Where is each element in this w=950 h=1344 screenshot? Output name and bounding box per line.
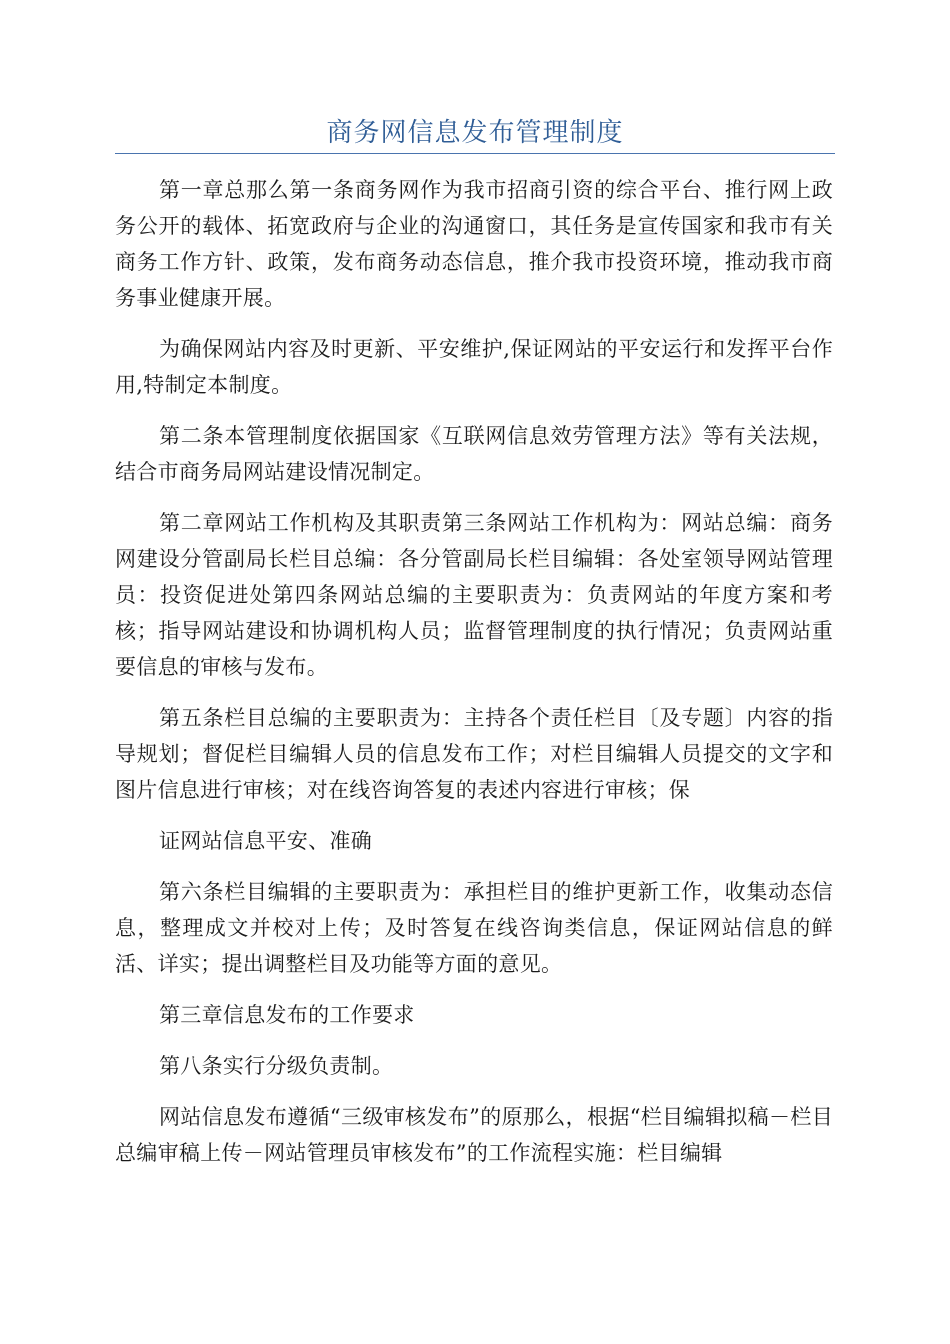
paragraph-article6: 第六条栏目编辑的主要职责为：承担栏目的维护更新工作，收集动态信息，整理成文并校对上传；及时答复在线咨询类信息，保证网站信息的鲜活、详实；提出调整栏目及功能等方面的意见。 bbox=[115, 880, 833, 976]
paragraph-chapter2-articles3-4: 第二章网站工作机构及其职责第三条网站工作机构为：网站总编：商务网建设分管副局长栏目总编：各分管副局长栏目编辑：各处室领导网站管理员：投资促进处第四条网站总编的主要职责为：负责网站的年度方案和考核；指导网站建设和协调机构人员；监督管理制度的执行情况；负责网站重要信息的审核与发布。 bbox=[115, 511, 833, 679]
document-title: 商务网信息发布管理制度 bbox=[326, 118, 624, 148]
paragraph-chapter1-article1: 第一章总那么第一条商务网作为我市招商引资的综合平台、推行网上政务公开的载体、拓宽政府与企业的沟通窗口，其任务是宣传国家和我市有关商务工作方针、政策，发布商务动态信息，推介我市投资环境，推动我市商务事业健康开展。 bbox=[115, 178, 833, 310]
document-body bbox=[115, 172, 833, 1186]
paragraph-review-process: 网站信息发布遵循“三级审核发布”的原那么，根据“栏目编辑拟稿－栏目总编审稿上传－网站管理员审核发布”的工作流程实施：栏目编辑 bbox=[115, 1105, 833, 1165]
title-underline bbox=[115, 153, 835, 154]
paragraph-article5: 第五条栏目总编的主要职责为：主持各个责任栏目〔及专题〕内容的指导规划；督促栏目编辑人员的信息发布工作；对栏目编辑人员提交的文字和图片信息进行审核；对在线咨询答复的表述内容进行审核；保 bbox=[115, 706, 833, 802]
paragraph-article2: 第二条本管理制度依据国家《互联网信息效劳管理方法》等有关法规，结合市商务局网站建设情况制定。 bbox=[115, 424, 833, 484]
paragraph-article5-continued: 证网站信息平安、准确 bbox=[159, 829, 372, 853]
paragraph-purpose: 为确保网站内容及时更新、平安维护,保证网站的平安运行和发挥平台作用,特制定本制度。 bbox=[115, 337, 833, 397]
paragraph-article8: 第八条实行分级负责制。 bbox=[159, 1054, 394, 1078]
paragraph-chapter3-heading: 第三章信息发布的工作要求 bbox=[159, 1003, 415, 1027]
